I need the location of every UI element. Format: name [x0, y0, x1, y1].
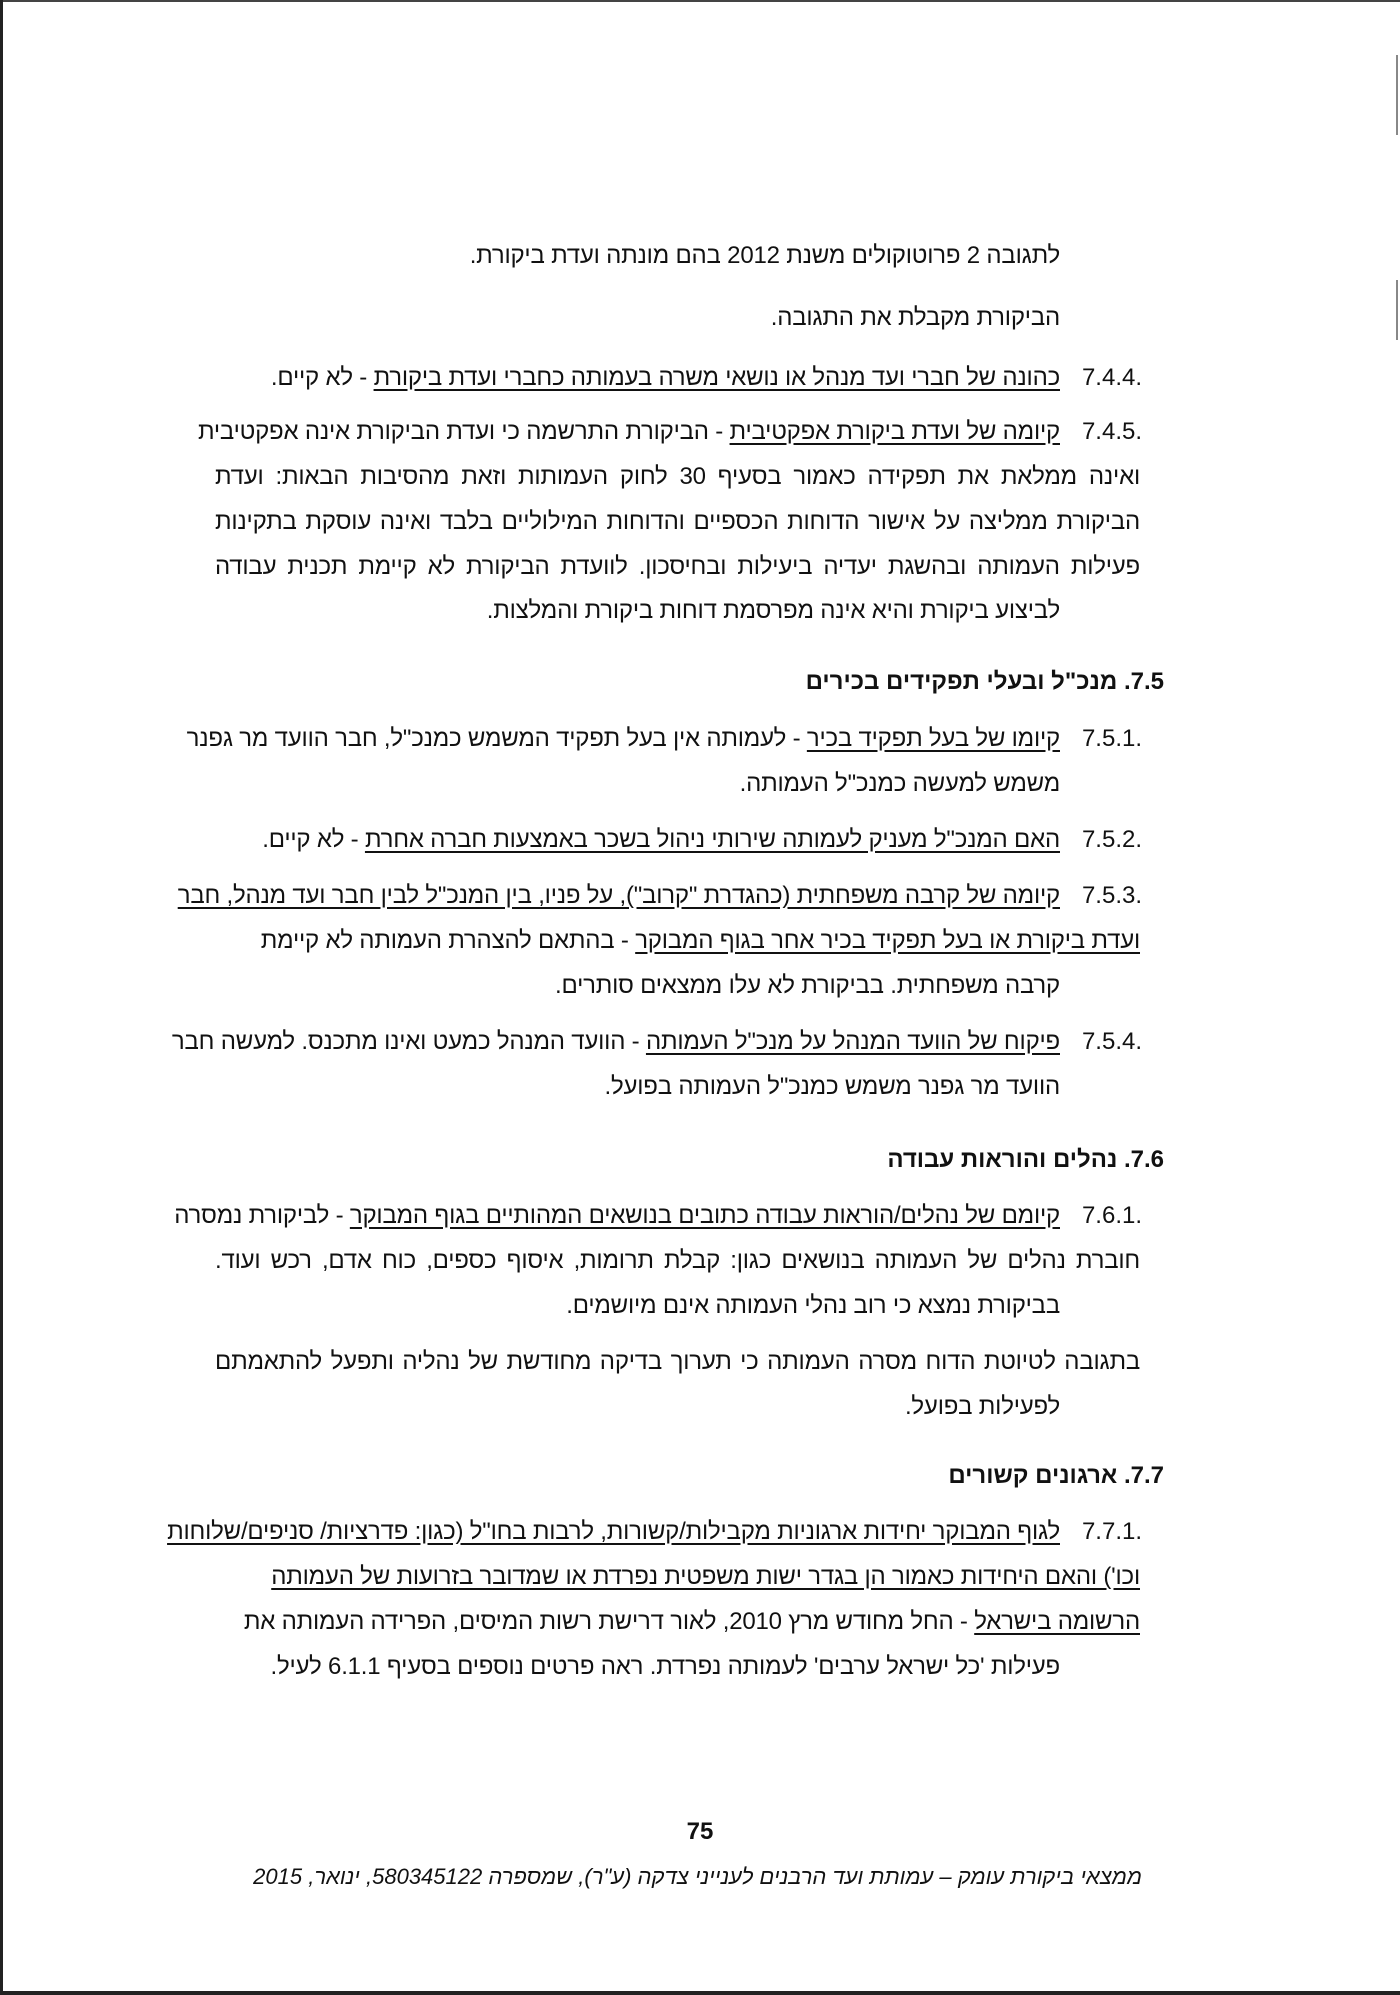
- item-title: קיומה של ועדת ביקורת אפקטיבית: [729, 418, 1060, 445]
- item-body: - לעמותה אין בעל תפקיד המשמש כמנכ"ל, חבר הוועד מר גפנר: [186, 725, 807, 752]
- item-text: [174, 1202, 1060, 1230]
- paragraph-line: קרבה משפחתית. בביקורת לא עלו ממצאים סותרים.: [555, 972, 1060, 999]
- paragraph-line: ואינה ממלאת את תפקידה כאמור בסעיף 30 לחוק העמותות וזאת מהסיבות הבאות: ועדת: [215, 463, 1140, 490]
- item-title: קיומו של בעל תפקיד בכיר: [806, 725, 1060, 752]
- item-number: 7.6.1.: [1081, 1202, 1142, 1229]
- item-body: - הביקורת התרשמה כי ועדת הביקורת אינה אפקטיבית: [197, 418, 730, 445]
- paragraph-line: משמש למעשה כמנכ"ל העמותה.: [739, 770, 1060, 797]
- item-text: [167, 1518, 1060, 1546]
- item-number: 7.5.1.: [1081, 725, 1142, 752]
- item-title: לגוף המבוקר יחידות ארגוניות מקבילות/קשורות, לרבות בחו"ל (כגון: פדרציות/ סניפים/שלוחות: [167, 1518, 1060, 1545]
- page-number: 75: [686, 1818, 714, 1845]
- item-title: קיומה של קרבה משפחתית (כהגדרת "קרוב"), על פניו, בין המנכ"ל לבין חבר ועד מנהל, חבר: [177, 882, 1060, 909]
- item-body: - לביקורת נמסרה: [174, 1202, 350, 1229]
- paragraph-line: לתגובה 2 פרוטוקולים משנת 2012 בהם מונתה ועדת ביקורת.: [469, 242, 1060, 269]
- item-text: [271, 1563, 1140, 1591]
- paragraph-line: פעילות 'כל ישראל ערבים' לעמותה נפרדת. ראה פרטים נוספים בסעיף 6.1.1 לעיל.: [270, 1653, 1060, 1680]
- paragraph-line: חוברת נהלים של העמותה בנושאים כגון: קבלת תרומות, איסוף כספים, כוח אדם, רכש ועוד.: [215, 1247, 1140, 1274]
- page-footer: ממצאי ביקורת עומק – עמותת ועד הרבנים לענייני צדקה (ע"ר), שמספרה 580345122, ינואר, 2015: [253, 1864, 1142, 1889]
- section-heading-7-6: 7.6. נהלים והוראות עבודה: [887, 1146, 1164, 1173]
- item-body: - לא קיים.: [270, 364, 374, 391]
- item-number: 7.4.5.: [1081, 418, 1142, 445]
- item-text: [178, 882, 1060, 910]
- paragraph-line: הביקורת ממליצה על אישור הדוחות הכספיים והדוחות המילוליים בלבד ואינה עוסקת בתקינות: [215, 508, 1140, 535]
- scan-mark-right: [1396, 280, 1398, 340]
- item-title: פיקוח של הוועד המנהל על מנכ"ל העמותה: [645, 1028, 1060, 1055]
- item-title-continued: הרשומה בישראל: [974, 1608, 1140, 1635]
- item-text: [271, 364, 1060, 392]
- paragraph-line: פעילות העמותה ובהשגת יעדיה ביעילות ובחיסכון. לוועדת הביקורת לא קיימת תכנית עבודה: [215, 553, 1140, 580]
- scan-border-left: [0, 0, 3, 1995]
- item-text: [198, 418, 1060, 446]
- item-text: [172, 1028, 1060, 1056]
- item-text: [187, 725, 1060, 753]
- item-title-continued: וכו') והאם היחידות כאמור הן בגדר ישות משפטית נפרדת או שמדובר בזרועות של העמותה: [271, 1563, 1140, 1590]
- item-number: 7.7.1.: [1081, 1518, 1142, 1545]
- item-title-continued: ועדת ביקורת או בעל תפקיד בכיר אחר בגוף המבוקר: [635, 927, 1140, 954]
- item-text: [262, 826, 1060, 854]
- item-body: - החל מחודש מרץ 2010, לאור דרישת רשות המיסים, הפרידה העמותה את: [243, 1608, 975, 1635]
- section-heading-7-7: 7.7. ארגונים קשורים: [948, 1462, 1164, 1489]
- section-heading-7-5: 7.5. מנכ"ל ובעלי תפקידים בכירים: [805, 668, 1164, 695]
- paragraph-line: לפעילות בפועל.: [904, 1393, 1060, 1420]
- item-body: - הוועד המנהל כמעט ואינו מתכנס. למעשה חבר: [171, 1028, 646, 1055]
- item-text: [261, 927, 1140, 955]
- item-body: - לא קיים.: [262, 826, 365, 853]
- item-number: 7.5.3.: [1081, 882, 1142, 909]
- item-body: - בהתאם להצהרת העמותה לא קיימת: [260, 927, 636, 954]
- scan-border-bottom: [0, 1991, 1400, 1995]
- item-title: כהונה של חברי ועד מנהל או נושאי משרה בעמותה כחברי ועדת ביקורת: [373, 364, 1060, 391]
- paragraph-line: בביקורת נמצא כי רוב נהלי העמותה אינם מיושמים.: [566, 1292, 1060, 1319]
- item-number: 7.5.2.: [1081, 826, 1142, 853]
- item-text: [244, 1608, 1140, 1636]
- scan-mark-right: [1396, 55, 1398, 135]
- item-number: 7.4.4.: [1081, 364, 1142, 391]
- paragraph-line: בתגובה לטיוטת הדוח מסרה העמותה כי תערוך בדיקה מחודשת של נהליה ותפעל להתאמתם: [215, 1348, 1140, 1375]
- paragraph-line: הביקורת מקבלת את התגובה.: [770, 304, 1060, 331]
- item-title: האם המנכ"ל מעניק לעמותה שירותי ניהול בשכר באמצעות חברה אחרת: [364, 826, 1060, 853]
- paragraph-line: הוועד מר גפנר משמש כמנכ"ל העמותה בפועל.: [604, 1073, 1060, 1100]
- paragraph-line: לביצוע ביקורת והיא אינה מפרסמת דוחות ביקורת והמלצות.: [486, 597, 1060, 624]
- item-number: 7.5.4.: [1081, 1028, 1142, 1055]
- item-title: קיומם של נהלים/הוראות עבודה כתובים בנושאים המהותיים בגוף המבוקר: [349, 1202, 1060, 1229]
- scan-border-top: [0, 0, 1400, 2]
